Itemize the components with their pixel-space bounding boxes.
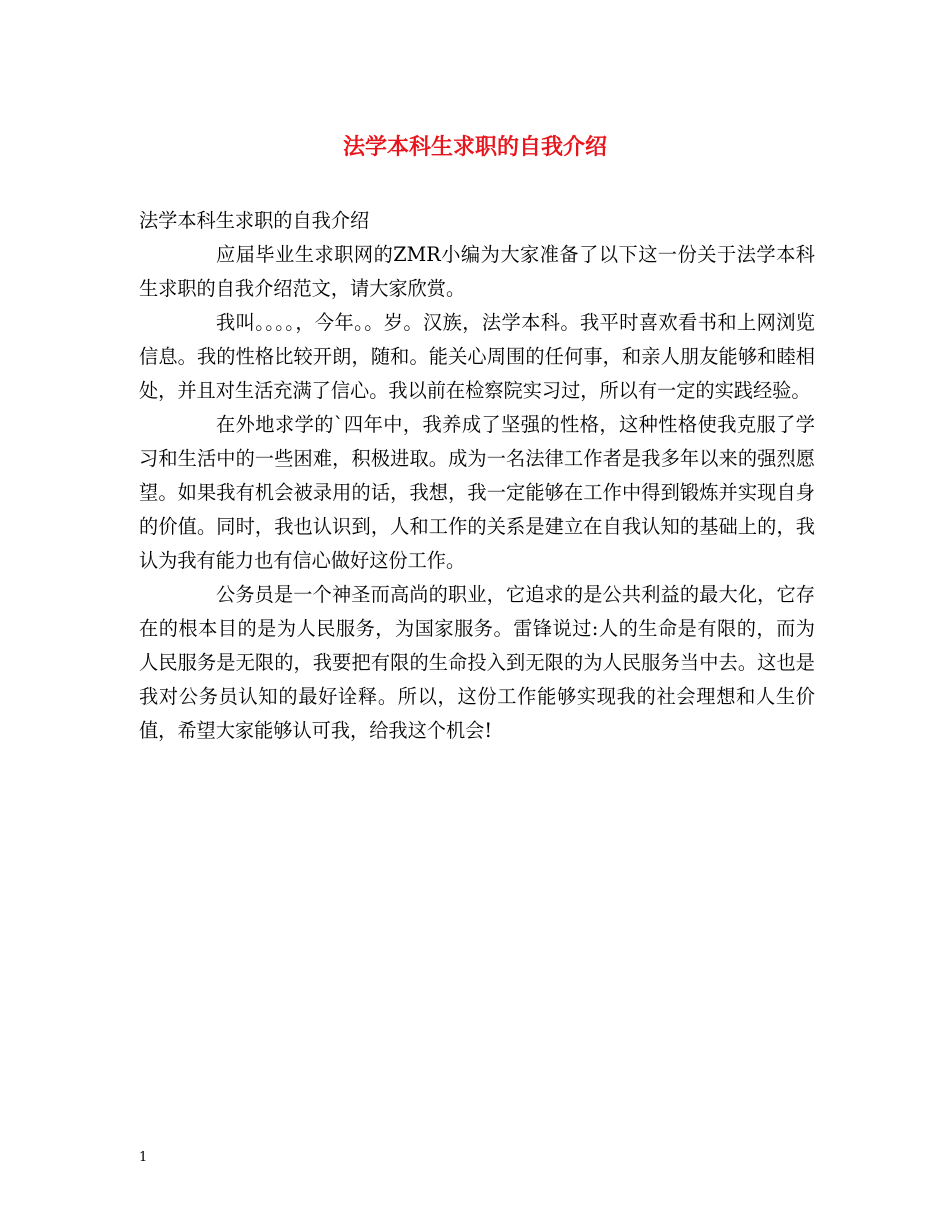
paragraph-study-experience: 在外地求学的`四年中，我养成了坚强的性格，这种性格使我克服了学习和生活中的一些困难，积极进取。成为一名法律工作者是我多年以来的强烈愿望。如果我有机会被录用的话，我想，我一定能够在工作中得到锻炼并实现自身的价值。同时，我也认识到，人和工作的关系是建立在自我认知的基础上的，我认为我有能力也有信心做好这份工作。 <box>139 413 815 572</box>
paragraph-intro: 应届毕业生求职网的ZMR小编为大家准备了以下这一份关于法学本科生求职的自我介绍范文，请大家欣赏。 <box>139 243 815 300</box>
document-title: 法学本科生求职的自我介绍 <box>342 134 607 160</box>
page-number: 1 <box>139 1150 148 1165</box>
paragraph-personal-info: 我叫。。。。，今年。。岁。汉族，法学本科。我平时喜欢看书和上网浏览信息。我的性格比较开朗，随和。能关心周围的任何事，和亲人朋友能够和睦相处，并且对生活充满了信心。我以前在检察院实习过，所以有一定的实践经验。 <box>139 311 815 402</box>
paragraph-civil-servant: 公务员是一个神圣而高尚的职业，它追求的是公共利益的最大化，它存在的根本目的是为人民服务，为国家服务。雷锋说过:人的生命是有限的，而为人民服务是无限的，我要把有限的生命投入到无限的为人民服务当中去。这也是我对公务员认知的最好诠释。所以，这份工作能够实现我的社会理想和人生价值，希望大家能够认可我，给我这个机会! <box>139 583 815 742</box>
paragraph-heading: 法学本科生求职的自我介绍 <box>139 209 370 232</box>
document-body <box>139 204 815 748</box>
